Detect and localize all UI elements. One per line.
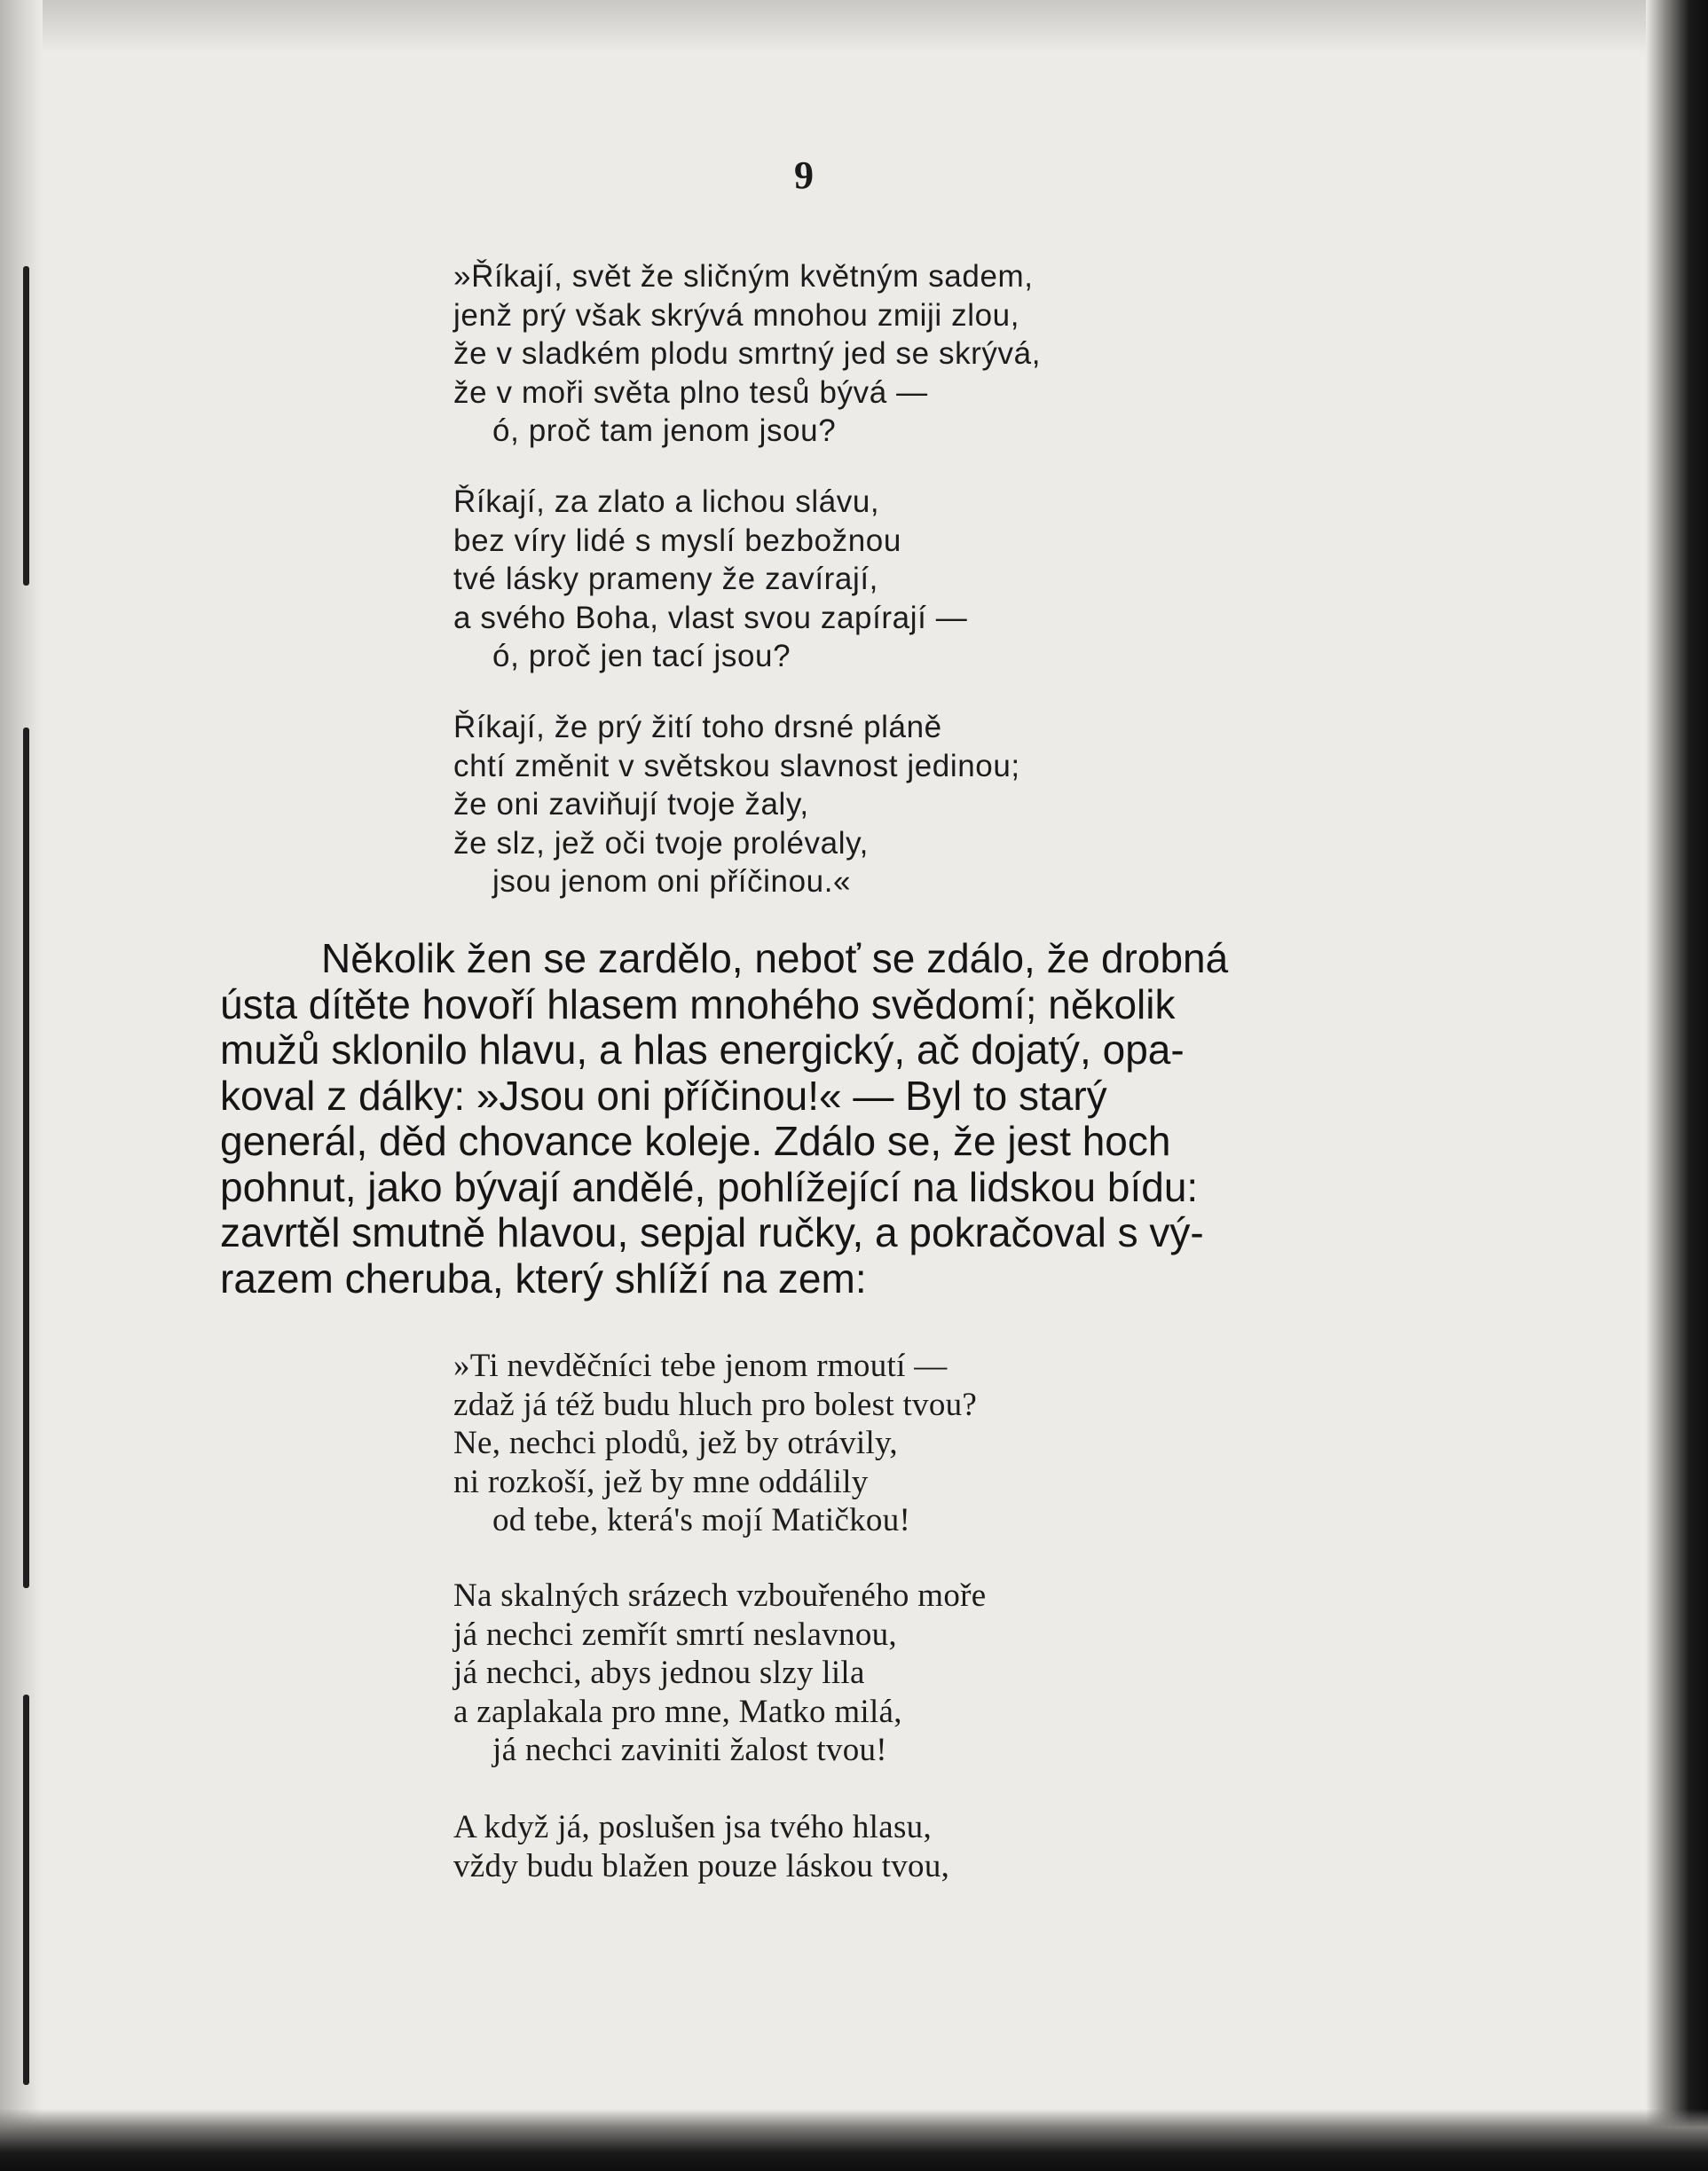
verse-line: ó, proč tam jenom jsou?: [492, 413, 837, 448]
verse-line: Na skalných srázech vzbouřeného moře: [453, 1577, 987, 1614]
verse-line: »Říkají, svět že sličným květným sadem,: [453, 259, 1034, 294]
prose-paragraph: [220, 936, 1391, 1302]
prose-line: Několik žen se zardělo, neboť se zdálo, že drobná: [321, 935, 1229, 981]
page-number: 9: [794, 153, 814, 197]
verse-line: bez víry lidé s myslí bezbožnou: [453, 523, 901, 558]
verse-line: já nechci zaviniti žalost tvou!: [492, 1732, 887, 1768]
prose-line: generál, děd chovance koleje. Zdálo se, že jest hoch: [220, 1118, 1171, 1164]
poem-stanza: [453, 1347, 977, 1540]
page-left-edge: [0, 0, 43, 2171]
poem-stanza: [453, 708, 1020, 901]
verse-line: a svého Boha, vlast svou zapírají —: [453, 600, 968, 635]
verse-line: jenž prý však skrývá mnohou zmiji zlou,: [453, 297, 1020, 333]
verse-line: »Ti nevděčníci tebe jenom rmoutí —: [453, 1348, 948, 1384]
verse-line: že slz, jež oči tvoje prolévaly,: [453, 825, 869, 861]
verse-line: zdaž já též budu hluch pro bolest tvou?: [453, 1386, 978, 1423]
poem-stanza: [453, 257, 1041, 451]
verse-line: a zaplakala pro mne, Matko milá,: [453, 1693, 902, 1730]
prose-line: pohnut, jako bývají andělé, pohlížející na lidskou bídu:: [220, 1163, 1199, 1210]
prose-line: zavrtěl smutně hlavou, sepjal ručky, a pokračoval s vý-: [220, 1209, 1204, 1255]
prose-line: koval z dálky: »Jsou oni příčinou!« — Byl to starý: [220, 1072, 1107, 1119]
verse-line: že v sladkém plodu smrtný jed se skrývá,: [453, 336, 1042, 371]
prose-line: mužů sklonilo hlavu, a hlas energický, ač dojatý, opa-: [220, 1027, 1185, 1073]
verse-line: A když já, poslušen jsa tvého hlasu,: [453, 1809, 933, 1845]
page-top-shadow: [0, 0, 1708, 53]
margin-mark: [23, 1695, 29, 2085]
prose-line: ústa dítěte hovoří hlasem mnohého svědomí; několik: [220, 980, 1176, 1027]
poem-stanza: [453, 1577, 987, 1770]
verse-line: tvé lásky prameny že zavírají,: [453, 562, 878, 596]
margin-mark: [23, 728, 29, 1588]
page-bottom-edge: [0, 2109, 1708, 2171]
poem-stanza: [453, 483, 967, 676]
verse-line: ó, proč jen tací jsou?: [492, 639, 791, 673]
prose-line: razem cheruba, který shlíží na zem:: [220, 1255, 867, 1302]
verse-line: já nechci zemřít smrtí neslavnou,: [453, 1616, 897, 1653]
margin-mark: [23, 266, 29, 586]
verse-line: já nechci, abys jednou slzy lila: [453, 1655, 865, 1691]
verse-line: Říkají, že prý žití toho drsné pláně: [453, 710, 942, 744]
verse-line: vždy budu blažen pouze láskou tvou,: [453, 1847, 950, 1884]
verse-line: Říkají, za zlato a lichou slávu,: [453, 484, 880, 519]
verse-line: chtí změnit v světskou slavnost jedinou;: [453, 748, 1020, 783]
verse-line: že oni zaviňují tvoje žaly,: [453, 787, 809, 822]
page-right-edge: [1646, 0, 1708, 2171]
verse-line: že v moři světa plno tesů bývá —: [453, 374, 928, 410]
verse-line: Ne, nechci plodů, jež by otrávily,: [453, 1425, 898, 1461]
poem-stanza: [453, 1808, 949, 1885]
verse-line: jsou jenom oni příčinou.«: [492, 864, 852, 899]
verse-line: od tebe, která's mojí Matičkou!: [492, 1502, 911, 1538]
verse-line: ni rozkoší, jež by mne oddálily: [453, 1463, 869, 1500]
